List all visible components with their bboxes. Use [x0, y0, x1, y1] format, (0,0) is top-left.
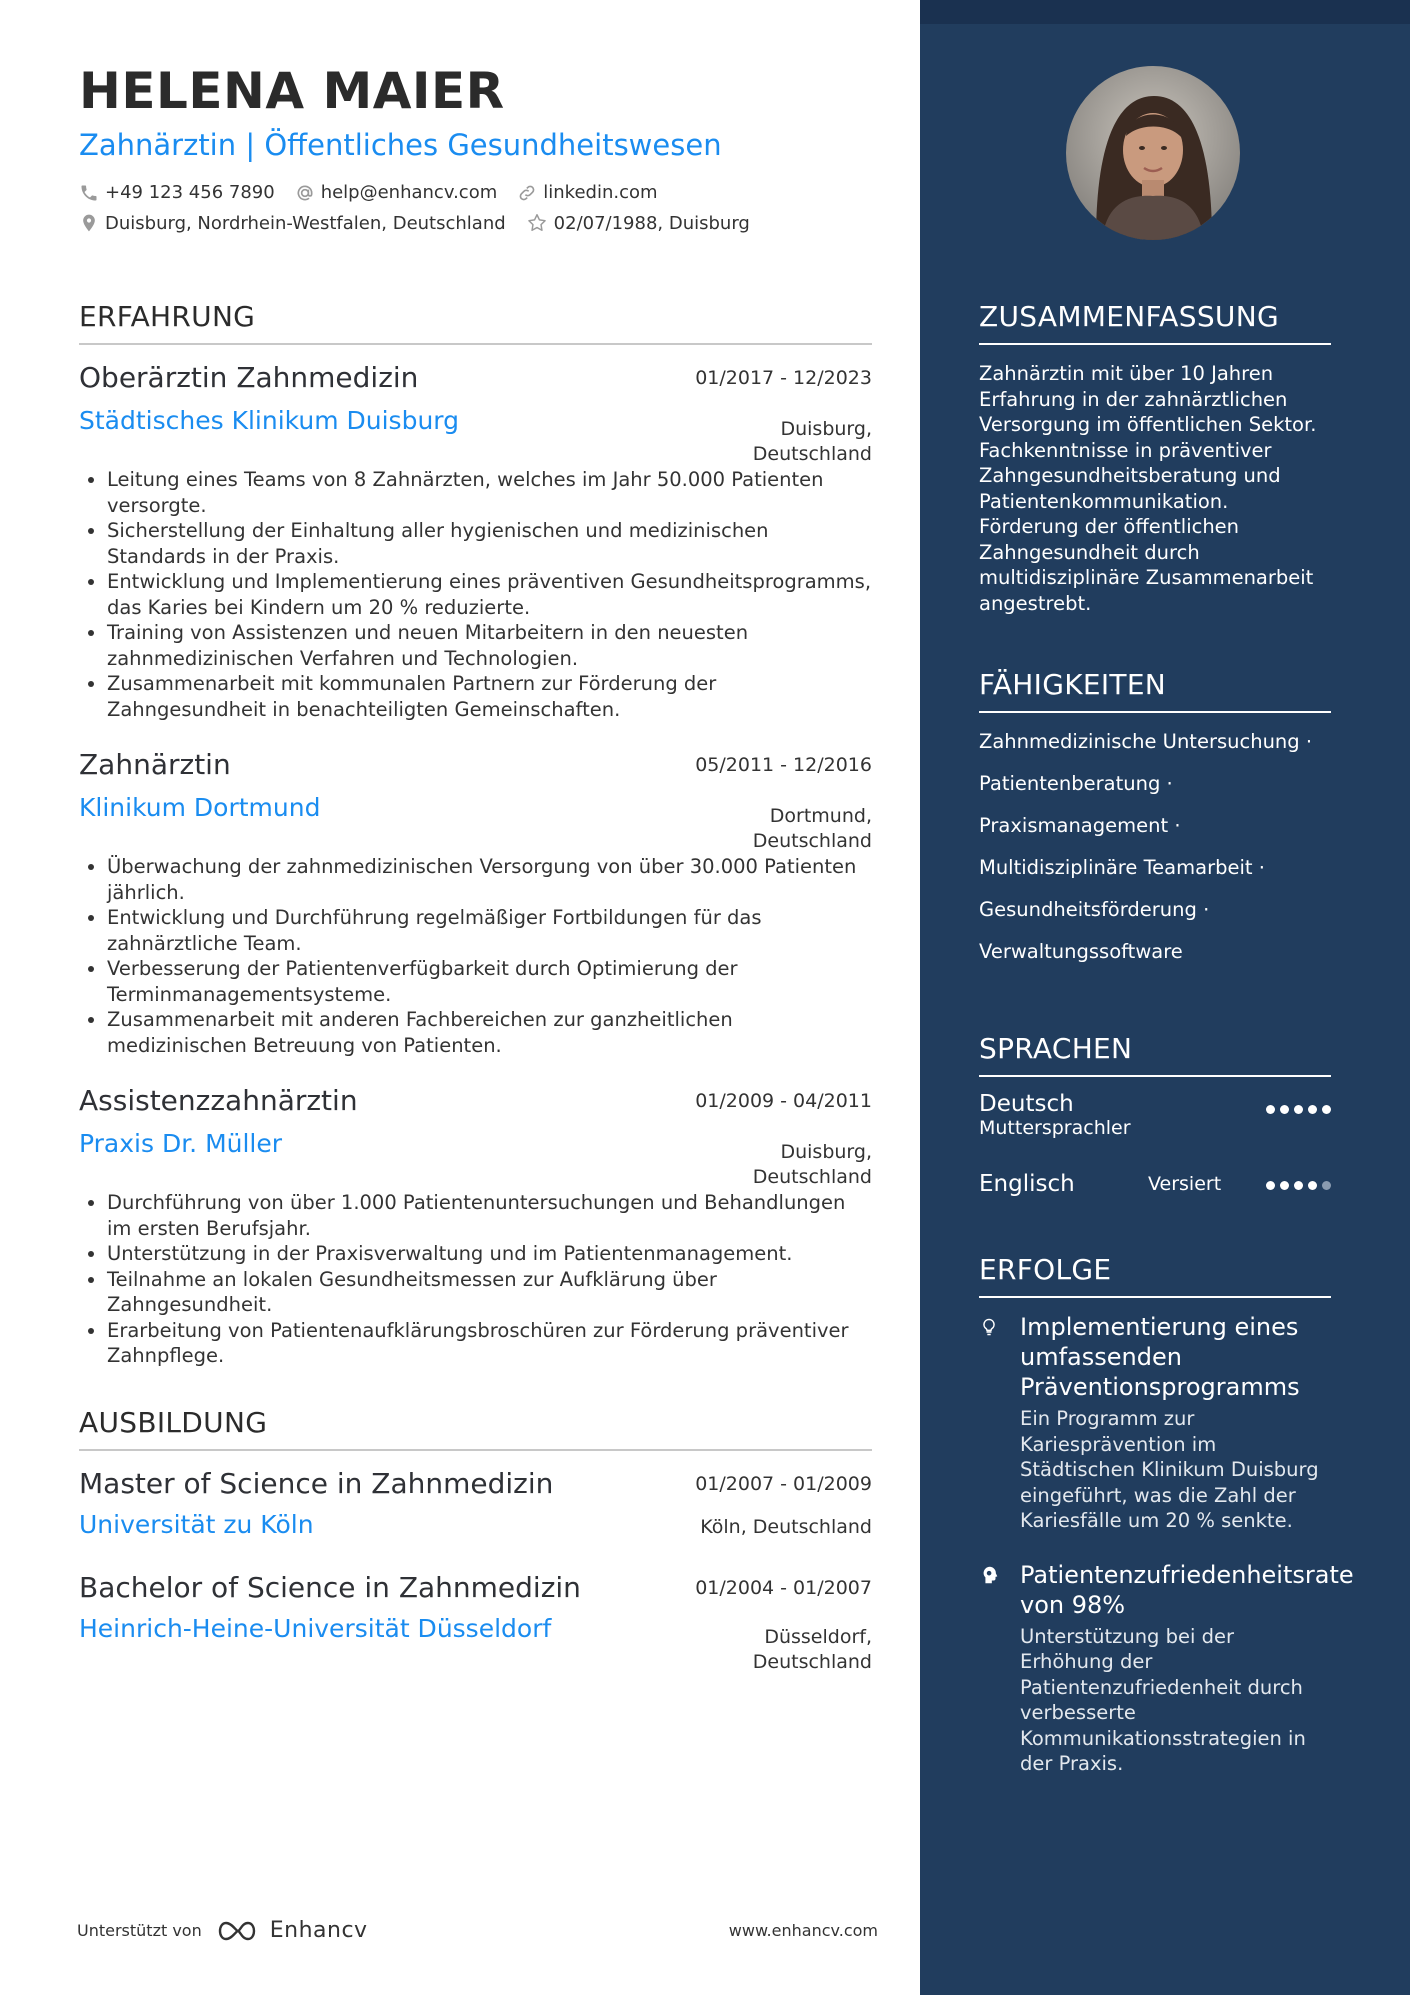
skills-heading: FÄHIGKEITEN: [979, 668, 1331, 713]
star-icon: [526, 212, 548, 234]
job-bullets: [79, 467, 872, 722]
education-entry: [79, 1571, 872, 1673]
footer-url[interactable]: www.enhancv.com: [728, 1921, 878, 1940]
job-location: [753, 1140, 872, 1190]
education-heading: AUSBILDUNG: [79, 1406, 872, 1451]
location-text: Duisburg, Nordrhein-Westfalen, Deutschland: [105, 212, 506, 234]
education-location-city: Köln, Deutschland: [700, 1516, 872, 1538]
language-name: Deutsch: [979, 1091, 1074, 1117]
education-location: [700, 1515, 872, 1540]
education-dates: 01/2004 - 01/2007: [695, 1577, 872, 1599]
degree: Bachelor of Science in Zahnmedizin: [79, 1571, 581, 1604]
job-location: [753, 417, 872, 467]
achievement-title: Patientenzufriedenheitsrate von 98%: [1020, 1560, 1354, 1619]
bullet: • Verbesserung der Patientenverfügbarkeit durch Optimierung der Terminmanagementsysteme.: [107, 956, 872, 1007]
job-entry: [79, 748, 872, 1058]
language-rating: [1261, 1105, 1331, 1114]
achievement-desc: Ein Programm zur Kariesprävention im Städtischen Klinikum Duisburg eingeführt, was die Zahl der Kariesfälle um 20 % senkte.: [1020, 1407, 1319, 1532]
rating-dot: [1322, 1105, 1331, 1114]
skills-section: [979, 668, 1331, 973]
contact-phone[interactable]: [79, 182, 275, 203]
achievements-section: [979, 1253, 1354, 1777]
at-icon: [295, 183, 315, 203]
education-section: [79, 1406, 872, 1673]
skills-list: [979, 721, 1331, 973]
rating-dot: [1280, 1181, 1289, 1190]
bullet: • Durchführung von über 1.000 Patientenuntersuchungen und Behandlungen im ersten Berufsjahr.: [107, 1190, 872, 1241]
bullet: • Zusammenarbeit mit kommunalen Partnern zur Förderung der Zahngesundheit in benachteiligten Gemeinschaften.: [107, 671, 872, 722]
rating-dot: [1294, 1181, 1303, 1190]
bullet: • Sicherstellung der Einhaltung aller hygienischen und medizinischen Standards in der Praxis.: [107, 518, 872, 569]
education-location-country: Deutschland: [752, 1651, 872, 1673]
head-brain-icon: [979, 1564, 1001, 1590]
contact-row-2: [79, 212, 770, 234]
avatar-portrait-icon: [1066, 66, 1240, 240]
bullet: • Leitung eines Teams von 8 Zahnärzten, welches im Jahr 50.000 Patienten versorgte.: [107, 467, 872, 518]
job-org: Städtisches Klinikum Duisburg: [79, 406, 459, 435]
job-location-city: Duisburg,: [780, 418, 872, 440]
language-item: [979, 1171, 1331, 1211]
job-org: Praxis Dr. Müller: [79, 1129, 283, 1158]
education-dates: 01/2007 - 01/2009: [695, 1473, 872, 1495]
bullet: • Überwachung der zahnmedizinischen Versorgung von über 30.000 Patienten jährlich.: [107, 854, 872, 905]
location-pin-icon: [79, 213, 99, 233]
job-location-country: Deutschland: [752, 443, 872, 465]
job-role: Assistenzzahnärztin: [79, 1084, 358, 1117]
contact-birth: [526, 212, 750, 234]
phone-icon: [79, 183, 99, 203]
skill-item: Multidisziplinäre Teamarbeit ·: [979, 856, 1265, 879]
degree: Master of Science in Zahnmedizin: [79, 1467, 554, 1500]
bullet: • Erarbeitung von Patientenaufklärungsbroschüren zur Förderung präventiver Zahnpflege.: [107, 1318, 872, 1369]
candidate-name: HELENA MAIER: [79, 62, 505, 120]
link-icon: [517, 183, 537, 203]
achievement-title: Implementierung eines umfassenden Präventionsprogramms: [1020, 1313, 1300, 1401]
job-org: Klinikum Dortmund: [79, 793, 321, 822]
summary-section: [979, 300, 1331, 616]
language-name: Englisch: [979, 1171, 1075, 1197]
experience-section: [79, 300, 872, 1369]
achievements-heading: ERFOLGE: [979, 1253, 1331, 1298]
languages-section: [979, 1032, 1331, 1211]
email-text: help@enhancv.com: [320, 182, 498, 203]
skill-item: Zahnmedizinische Untersuchung ·: [979, 730, 1313, 753]
avatar: [1066, 66, 1240, 240]
phone-text: +49 123 456 7890: [105, 182, 275, 203]
rating-dot: [1280, 1105, 1289, 1114]
candidate-title: Zahnärztin | Öffentliches Gesundheitswesen: [79, 128, 722, 162]
enhancv-logo-icon: [214, 1919, 260, 1943]
lightbulb-icon: [979, 1316, 999, 1342]
language-rating: [1261, 1181, 1331, 1190]
summary-text: Zahnärztin mit über 10 Jahren Erfahrung in der zahnärztlichen Versorgung im öffentlichen Sektor. Fachkenntnisse in präventiver Zahngesundheitsberatung und Patientenkommunikation. Förderung der öffentlichen Zahngesundheit durch multidisziplinäre Zusammenarbeit angestrebt.: [979, 362, 1317, 615]
languages-heading: SPRACHEN: [979, 1032, 1331, 1077]
rating-dot: [1266, 1181, 1275, 1190]
skill-item: Patientenberatung ·: [979, 772, 1173, 795]
rating-dot: [1266, 1105, 1275, 1114]
experience-heading: ERFAHRUNG: [79, 300, 872, 345]
powered-by-text: Unterstützt von: [77, 1921, 202, 1940]
education-entry: [79, 1467, 872, 1557]
job-dates: 05/2011 - 12/2016: [695, 754, 872, 776]
job-entry: [79, 361, 872, 722]
education-location-city: Düsseldorf,: [764, 1626, 872, 1648]
birth-text: 02/07/1988, Duisburg: [553, 212, 750, 234]
job-location-city: Duisburg,: [780, 1141, 872, 1163]
sidebar-top-band: [920, 0, 1410, 24]
job-location-country: Deutschland: [752, 1166, 872, 1188]
skill-item: Praxismanagement ·: [979, 814, 1181, 837]
job-dates: 01/2009 - 04/2011: [695, 1090, 872, 1112]
skill-item: Verwaltungssoftware: [979, 940, 1183, 963]
rating-dot: [1308, 1105, 1317, 1114]
bullet: • Teilnahme an lokalen Gesundheitsmessen zur Aufklärung über Zahngesundheit.: [107, 1267, 872, 1318]
contact-row-1: [79, 182, 678, 203]
job-entry: [79, 1084, 872, 1369]
contact-linkedin[interactable]: [517, 182, 657, 203]
job-role: Zahnärztin: [79, 748, 231, 781]
rating-dot-empty: [1322, 1181, 1331, 1190]
achievement-item: [979, 1312, 1331, 1534]
contact-location: [79, 213, 506, 234]
achievement-item: [979, 1560, 1354, 1777]
summary-heading: ZUSAMMENFASSUNG: [979, 300, 1331, 345]
bullet: • Training von Assistenzen und neuen Mitarbeitern in den neuesten zahnmedizinischen Verfahren und Technologien.: [107, 620, 872, 671]
rating-dot: [1308, 1181, 1317, 1190]
job-bullets: [79, 1190, 872, 1369]
job-bullets: [79, 854, 872, 1058]
footer-powered: [77, 1918, 368, 1943]
job-location: [753, 804, 872, 854]
brand-name: Enhancv: [269, 1918, 368, 1943]
job-location-city: Dortmund,: [769, 805, 872, 827]
school: Universität zu Köln: [79, 1510, 314, 1539]
skill-item: Gesundheitsförderung ·: [979, 898, 1210, 921]
linkedin-text: linkedin.com: [543, 182, 658, 203]
bullet: • Entwicklung und Durchführung regelmäßiger Fortbildungen für das zahnärztliche Team.: [107, 905, 872, 956]
language-level: Versiert: [1148, 1173, 1222, 1195]
education-location: [753, 1625, 872, 1675]
school: Heinrich-Heine-Universität Düsseldorf: [79, 1614, 552, 1643]
language-item: [979, 1091, 1331, 1171]
job-location-country: Deutschland: [752, 830, 872, 852]
job-dates: 01/2017 - 12/2023: [695, 367, 872, 389]
achievement-desc: Unterstützung bei der Erhöhung der Patientenzufriedenheit durch verbesserte Kommunikationsstrategien in der Praxis.: [1020, 1624, 1306, 1775]
language-level: Muttersprachler: [979, 1117, 1131, 1139]
job-role: Oberärztin Zahnmedizin: [79, 361, 419, 394]
bullet: • Zusammenarbeit mit anderen Fachbereichen zur ganzheitlichen medizinischen Betreuung von Patienten.: [107, 1007, 872, 1058]
contact-email[interactable]: [295, 182, 498, 203]
bullet: • Entwicklung und Implementierung eines präventiven Gesundheitsprogramms, das Karies bei Kindern um 20 % reduzierte.: [107, 569, 872, 620]
rating-dot: [1294, 1105, 1303, 1114]
bullet: • Unterstützung in der Praxisverwaltung und im Patientenmanagement.: [107, 1241, 872, 1267]
